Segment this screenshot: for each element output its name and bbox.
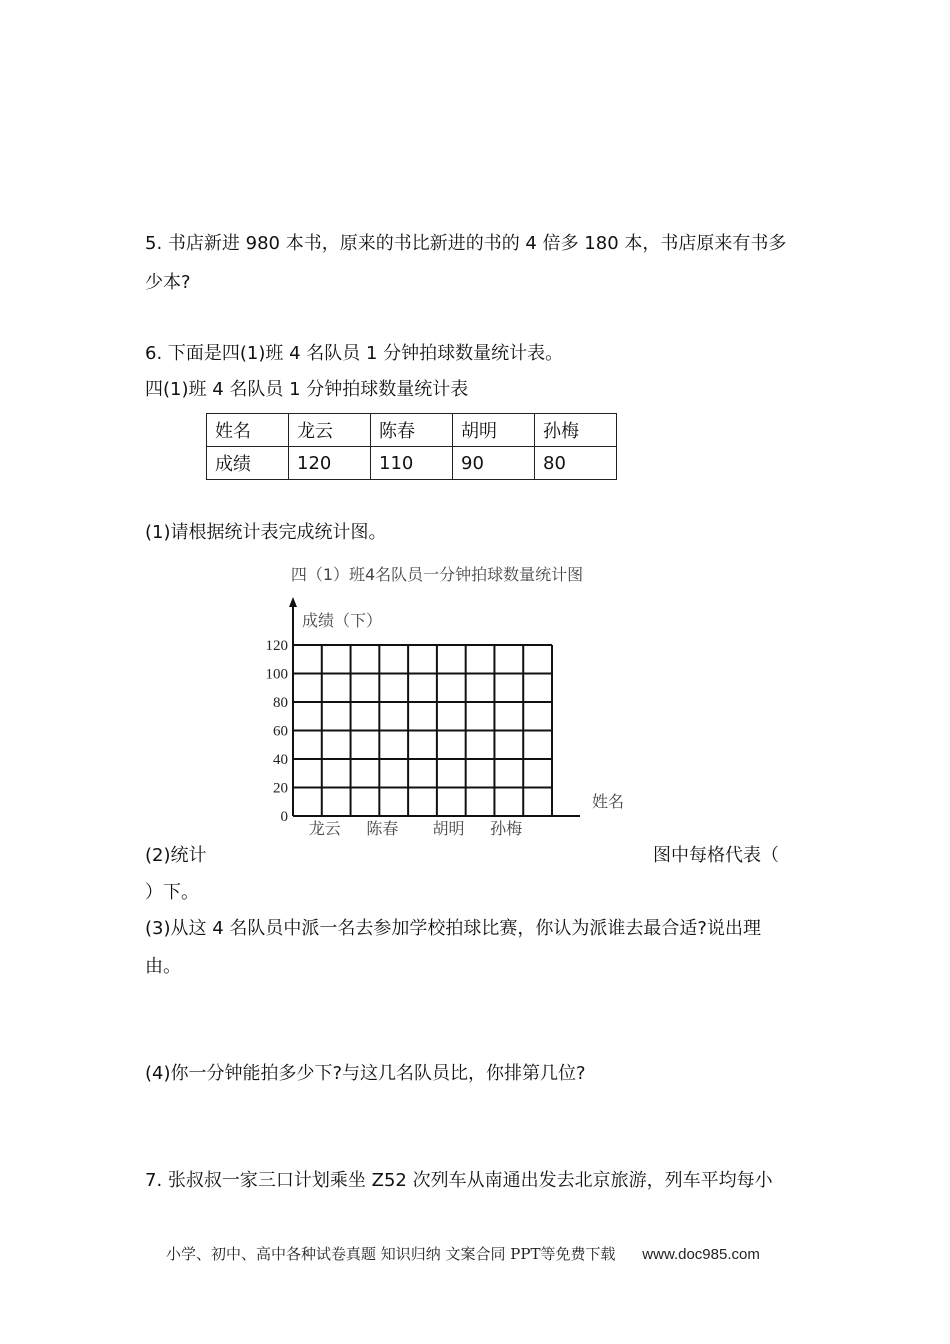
q6-part4: (4)你一分钟能拍多少下?与这几名队员比，你排第几位? xyxy=(145,1063,586,1084)
y-tick-label: 60 xyxy=(273,723,288,740)
chart-title: 四（1）班4名队员一分钟拍球数量统计图 xyxy=(290,565,584,584)
q5-line1: 5. 书店新进 980 本书，原来的书比新进的书的 4 倍多 180 本，书店原来有书多 xyxy=(145,233,787,254)
table-row xyxy=(207,447,617,480)
y-axis-arrow xyxy=(289,597,297,607)
q6-part2-left: (2)统计 xyxy=(145,845,207,866)
y-tick-label: 100 xyxy=(265,666,288,683)
x-tick-label: 胡明 xyxy=(432,819,465,838)
table-cell: 120 xyxy=(289,447,371,480)
y-tick-label: 40 xyxy=(273,752,288,768)
x-tick-label: 陈春 xyxy=(366,819,399,838)
table-cell: 姓名 xyxy=(207,414,289,447)
table-cell: 90 xyxy=(453,447,535,480)
table-cell: 110 xyxy=(371,447,453,480)
q6-part2-line2: ）下。 xyxy=(145,882,199,903)
table-row xyxy=(207,414,617,447)
footer-text: 小学、初中、高中各种试卷真题 知识归纳 文案合同 PPT等免费下载 xyxy=(166,1245,616,1263)
y-tick-label: 20 xyxy=(273,780,288,797)
x-axis-label: 姓名 xyxy=(592,792,625,811)
page-footer xyxy=(166,1243,760,1264)
y-tick-label: 0 xyxy=(280,809,288,825)
q7-line1: 7. 张叔叔一家三口计划乘坐 Z52 次列车从南通出发去北京旅游，列车平均每小 xyxy=(145,1170,773,1191)
q6-part2-right: 图中每格代表（ xyxy=(653,845,779,866)
q6-intro: 6. 下面是四(1)班 4 名队员 1 分钟拍球数量统计表。 xyxy=(145,343,564,364)
x-tick-label: 龙云 xyxy=(308,819,341,838)
y-axis-label: 成绩（下） xyxy=(302,611,383,630)
stats-table xyxy=(206,413,617,480)
table-cell: 龙云 xyxy=(289,414,371,447)
table-cell: 胡明 xyxy=(453,414,535,447)
bar-chart xyxy=(240,555,660,840)
y-tick-label: 80 xyxy=(273,695,288,711)
q6-part3-line1: (3)从这 4 名队员中派一名去参加学校拍球比赛，你认为派谁去最合适?说出理 xyxy=(145,918,761,939)
y-tick-label: 120 xyxy=(265,638,288,654)
table-cell: 成绩 xyxy=(207,447,289,480)
table-cell: 陈春 xyxy=(371,414,453,447)
table-cell: 孙梅 xyxy=(535,414,617,447)
q6-part3-line2: 由。 xyxy=(145,956,181,977)
table-cell: 80 xyxy=(535,447,617,480)
q6-table-title: 四(1)班 4 名队员 1 分钟拍球数量统计表 xyxy=(145,379,469,400)
x-tick-label: 孙梅 xyxy=(490,819,523,838)
q5-line2: 少本? xyxy=(145,272,191,293)
q6-part1: (1)请根据统计表完成统计图。 xyxy=(145,522,387,543)
footer-url[interactable]: www.doc985.com xyxy=(642,1246,760,1263)
